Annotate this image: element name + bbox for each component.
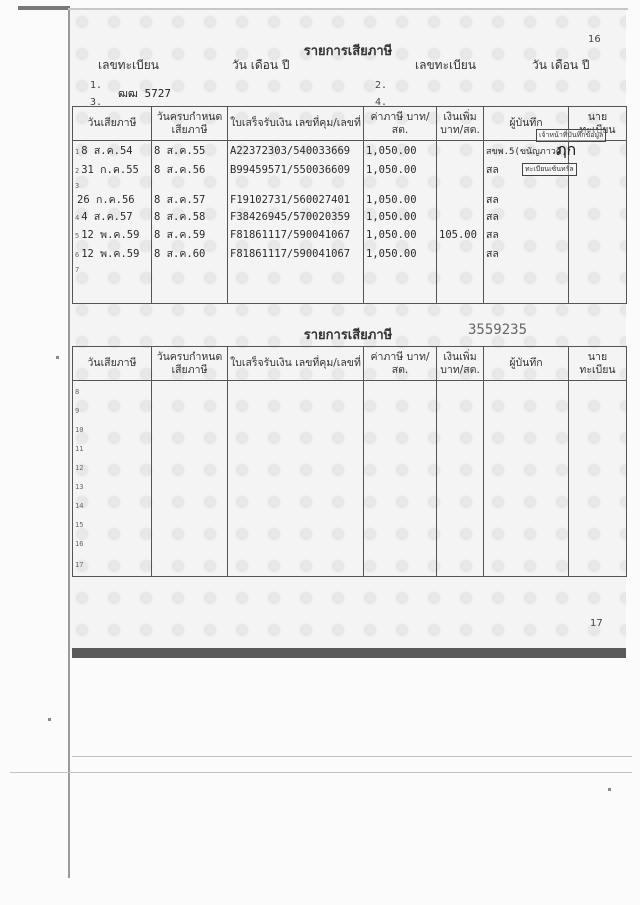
row-number: 14 bbox=[75, 501, 84, 510]
tax-cell: 1,050.00 bbox=[364, 160, 437, 179]
scan-speck bbox=[56, 356, 59, 359]
tax-date-cell: 8 ส.ค.54 bbox=[81, 145, 133, 157]
row-number: 15 bbox=[75, 520, 84, 529]
reg-line-number: 4. bbox=[375, 97, 388, 108]
surcharge-cell bbox=[437, 141, 484, 161]
receipt-cell: B99459571/550036609 bbox=[228, 160, 364, 179]
tax-cell bbox=[364, 263, 437, 304]
tax-cell: 1,050.00 bbox=[364, 191, 437, 208]
reg-line-number: 1. bbox=[90, 80, 103, 91]
table-row bbox=[73, 244, 627, 263]
table-row bbox=[73, 552, 627, 577]
row-number: 3 bbox=[75, 182, 80, 190]
receipt-cell: F38426945/570020359 bbox=[228, 208, 364, 225]
row-number: 11 bbox=[75, 444, 84, 453]
table-row bbox=[73, 533, 627, 552]
row-number: 10 bbox=[75, 425, 84, 434]
scan-line bbox=[10, 772, 632, 773]
date-header-left: วัน เดือน ปี bbox=[232, 58, 290, 72]
table-row bbox=[73, 419, 627, 438]
surcharge-cell: 105.00 bbox=[437, 225, 484, 244]
sheet-bottom-edge bbox=[72, 648, 626, 658]
receipt-cell: F81861117/590041067 bbox=[228, 244, 364, 263]
surcharge-cell bbox=[437, 263, 484, 304]
scan-line bbox=[72, 756, 632, 757]
tax-cell: 1,050.00 bbox=[364, 244, 437, 263]
surcharge-cell bbox=[437, 244, 484, 263]
col-registrar: นายทะเบียน bbox=[569, 107, 627, 141]
table-row bbox=[73, 495, 627, 514]
tax-record-sheet bbox=[70, 10, 626, 650]
registrar-cell bbox=[569, 263, 627, 304]
tax-date-cell: 31 ก.ค.55 bbox=[81, 164, 139, 176]
row-number: 13 bbox=[75, 482, 84, 491]
tax-cell: 1,050.00 bbox=[364, 141, 437, 161]
recorder-stamp: เจ้าหน้าที่บันทึกข้อมูล bbox=[536, 129, 606, 142]
col-tax-date: วันเสียภาษี bbox=[73, 107, 152, 141]
due-date-cell: 8 ส.ค.55 bbox=[152, 141, 228, 161]
bottom-tax-table bbox=[72, 346, 627, 577]
receipt-cell: F19102731/560027401 bbox=[228, 191, 364, 208]
row-number: 4 bbox=[75, 214, 80, 222]
surcharge-cell bbox=[437, 160, 484, 179]
table-row bbox=[73, 225, 627, 244]
receipt-cell bbox=[228, 263, 364, 304]
registrar-cell bbox=[569, 225, 627, 244]
col-surcharge: เงินเพิ่ม บาท/สต. bbox=[437, 107, 484, 141]
row-number: 17 bbox=[75, 561, 84, 569]
due-date-cell: 8 ส.ค.60 bbox=[152, 244, 228, 263]
table-row bbox=[73, 191, 627, 208]
row-number: 2 bbox=[75, 167, 80, 175]
col-recorder: ผู้บันทึก bbox=[484, 107, 569, 141]
table-row bbox=[73, 476, 627, 495]
recorder-cell: สล bbox=[484, 225, 569, 244]
col-due-date: วันครบกำหนด เสียภาษี bbox=[152, 347, 228, 381]
col-tax-amount: ค่าภาษี บาท/สต. bbox=[364, 347, 437, 381]
col-receipt: ใบเสร็จรับเงิน เลขที่คุม/เลขที่ bbox=[228, 107, 364, 141]
date-header-right: วัน เดือน ปี bbox=[532, 58, 590, 72]
col-surcharge: เงินเพิ่ม บาท/สต. bbox=[437, 347, 484, 381]
table-row bbox=[73, 438, 627, 457]
due-date-cell bbox=[152, 179, 228, 191]
tax-cell bbox=[364, 179, 437, 191]
registrar-cell bbox=[569, 179, 627, 191]
table-row bbox=[73, 381, 627, 401]
tax-date-cell: 4 ส.ค.57 bbox=[81, 211, 133, 223]
col-recorder: ผู้บันทึก bbox=[484, 347, 569, 381]
due-date-cell: 8 ส.ค.57 bbox=[152, 191, 228, 208]
top-section-title: รายการเสียภาษี bbox=[303, 44, 393, 59]
receipt-cell: F81861117/590041067 bbox=[228, 225, 364, 244]
surcharge-cell bbox=[437, 191, 484, 208]
reg-header-left: เลขทะเบียน bbox=[98, 58, 159, 72]
registrar-cell bbox=[569, 191, 627, 208]
due-date-cell: 8 ส.ค.56 bbox=[152, 160, 228, 179]
table-row bbox=[73, 141, 627, 161]
row-number: 6 bbox=[75, 251, 80, 259]
row-number: 8 bbox=[75, 387, 80, 396]
row-number: 16 bbox=[75, 539, 84, 548]
bottom-page-number: 17 bbox=[590, 618, 603, 629]
reg-header-right: เลขทะเบียน bbox=[415, 58, 476, 72]
row-number: 1 bbox=[75, 148, 80, 156]
table-row bbox=[73, 400, 627, 419]
table-row bbox=[73, 457, 627, 476]
table-row bbox=[73, 179, 627, 191]
recorder-cell: สล bbox=[484, 160, 569, 179]
receipt-cell: A22372303/540033669 bbox=[228, 141, 364, 161]
receipt-cell bbox=[228, 179, 364, 191]
overprint-number: 3559235 bbox=[468, 322, 528, 338]
surcharge-cell bbox=[437, 208, 484, 225]
recorder-cell bbox=[484, 179, 569, 191]
table-row bbox=[73, 514, 627, 533]
tax-date-cell: 12 พ.ค.59 bbox=[81, 248, 140, 260]
recorder-cell: สขพ.5(ขนัญภาวดี) bbox=[484, 141, 569, 161]
table-row bbox=[73, 263, 627, 304]
due-date-cell bbox=[152, 263, 228, 304]
registrar-cell bbox=[569, 208, 627, 225]
recorder-cell: สล bbox=[484, 191, 569, 208]
tax-date-cell: 26 ก.ค.56 bbox=[77, 194, 135, 206]
col-tax-date: วันเสียภาษี bbox=[73, 347, 152, 381]
registrar-cell bbox=[569, 244, 627, 263]
tax-cell: 1,050.00 bbox=[364, 225, 437, 244]
recorder-cell: สล bbox=[484, 208, 569, 225]
tax-cell: 1,050.00 bbox=[364, 208, 437, 225]
table-row bbox=[73, 208, 627, 225]
row-number: 5 bbox=[75, 232, 80, 240]
scan-speck bbox=[608, 788, 611, 791]
recorder-cell: สล bbox=[484, 244, 569, 263]
tax-date-cell: 12 พ.ค.59 bbox=[81, 229, 140, 241]
reg-line-number: 3. bbox=[90, 97, 103, 108]
registrar-cell bbox=[569, 141, 627, 161]
col-tax-amount: ค่าภาษี บาท/สต. bbox=[364, 107, 437, 141]
recorder-cell bbox=[484, 263, 569, 304]
row-number: 12 bbox=[75, 463, 84, 472]
handwritten-signature: ฦก bbox=[556, 140, 577, 159]
due-date-cell: 8 ส.ค.58 bbox=[152, 208, 228, 225]
scan-speck bbox=[48, 718, 51, 721]
registrar-cell bbox=[569, 160, 627, 179]
col-receipt: ใบเสร็จรับเงิน เลขที่คุม/เลขที่ bbox=[228, 347, 364, 381]
row-number: 7 bbox=[75, 266, 80, 274]
bottom-section-title: รายการเสียภาษี bbox=[303, 328, 393, 343]
reg-line-number: 2. bbox=[375, 80, 388, 91]
col-registrar: นายทะเบียน bbox=[569, 347, 627, 381]
scan-edge-mark bbox=[18, 6, 70, 10]
row-number: 9 bbox=[75, 406, 80, 415]
top-page-number: 16 bbox=[588, 34, 601, 45]
due-date-cell: 8 ส.ค.59 bbox=[152, 225, 228, 244]
col-due-date: วันครบกำหนด เสียภาษี bbox=[152, 107, 228, 141]
registrar-stamp: ทะเบียนเซ้นทรัล bbox=[522, 163, 577, 176]
registration-plate: ฒฒ 5727 bbox=[118, 87, 171, 100]
surcharge-cell bbox=[437, 179, 484, 191]
